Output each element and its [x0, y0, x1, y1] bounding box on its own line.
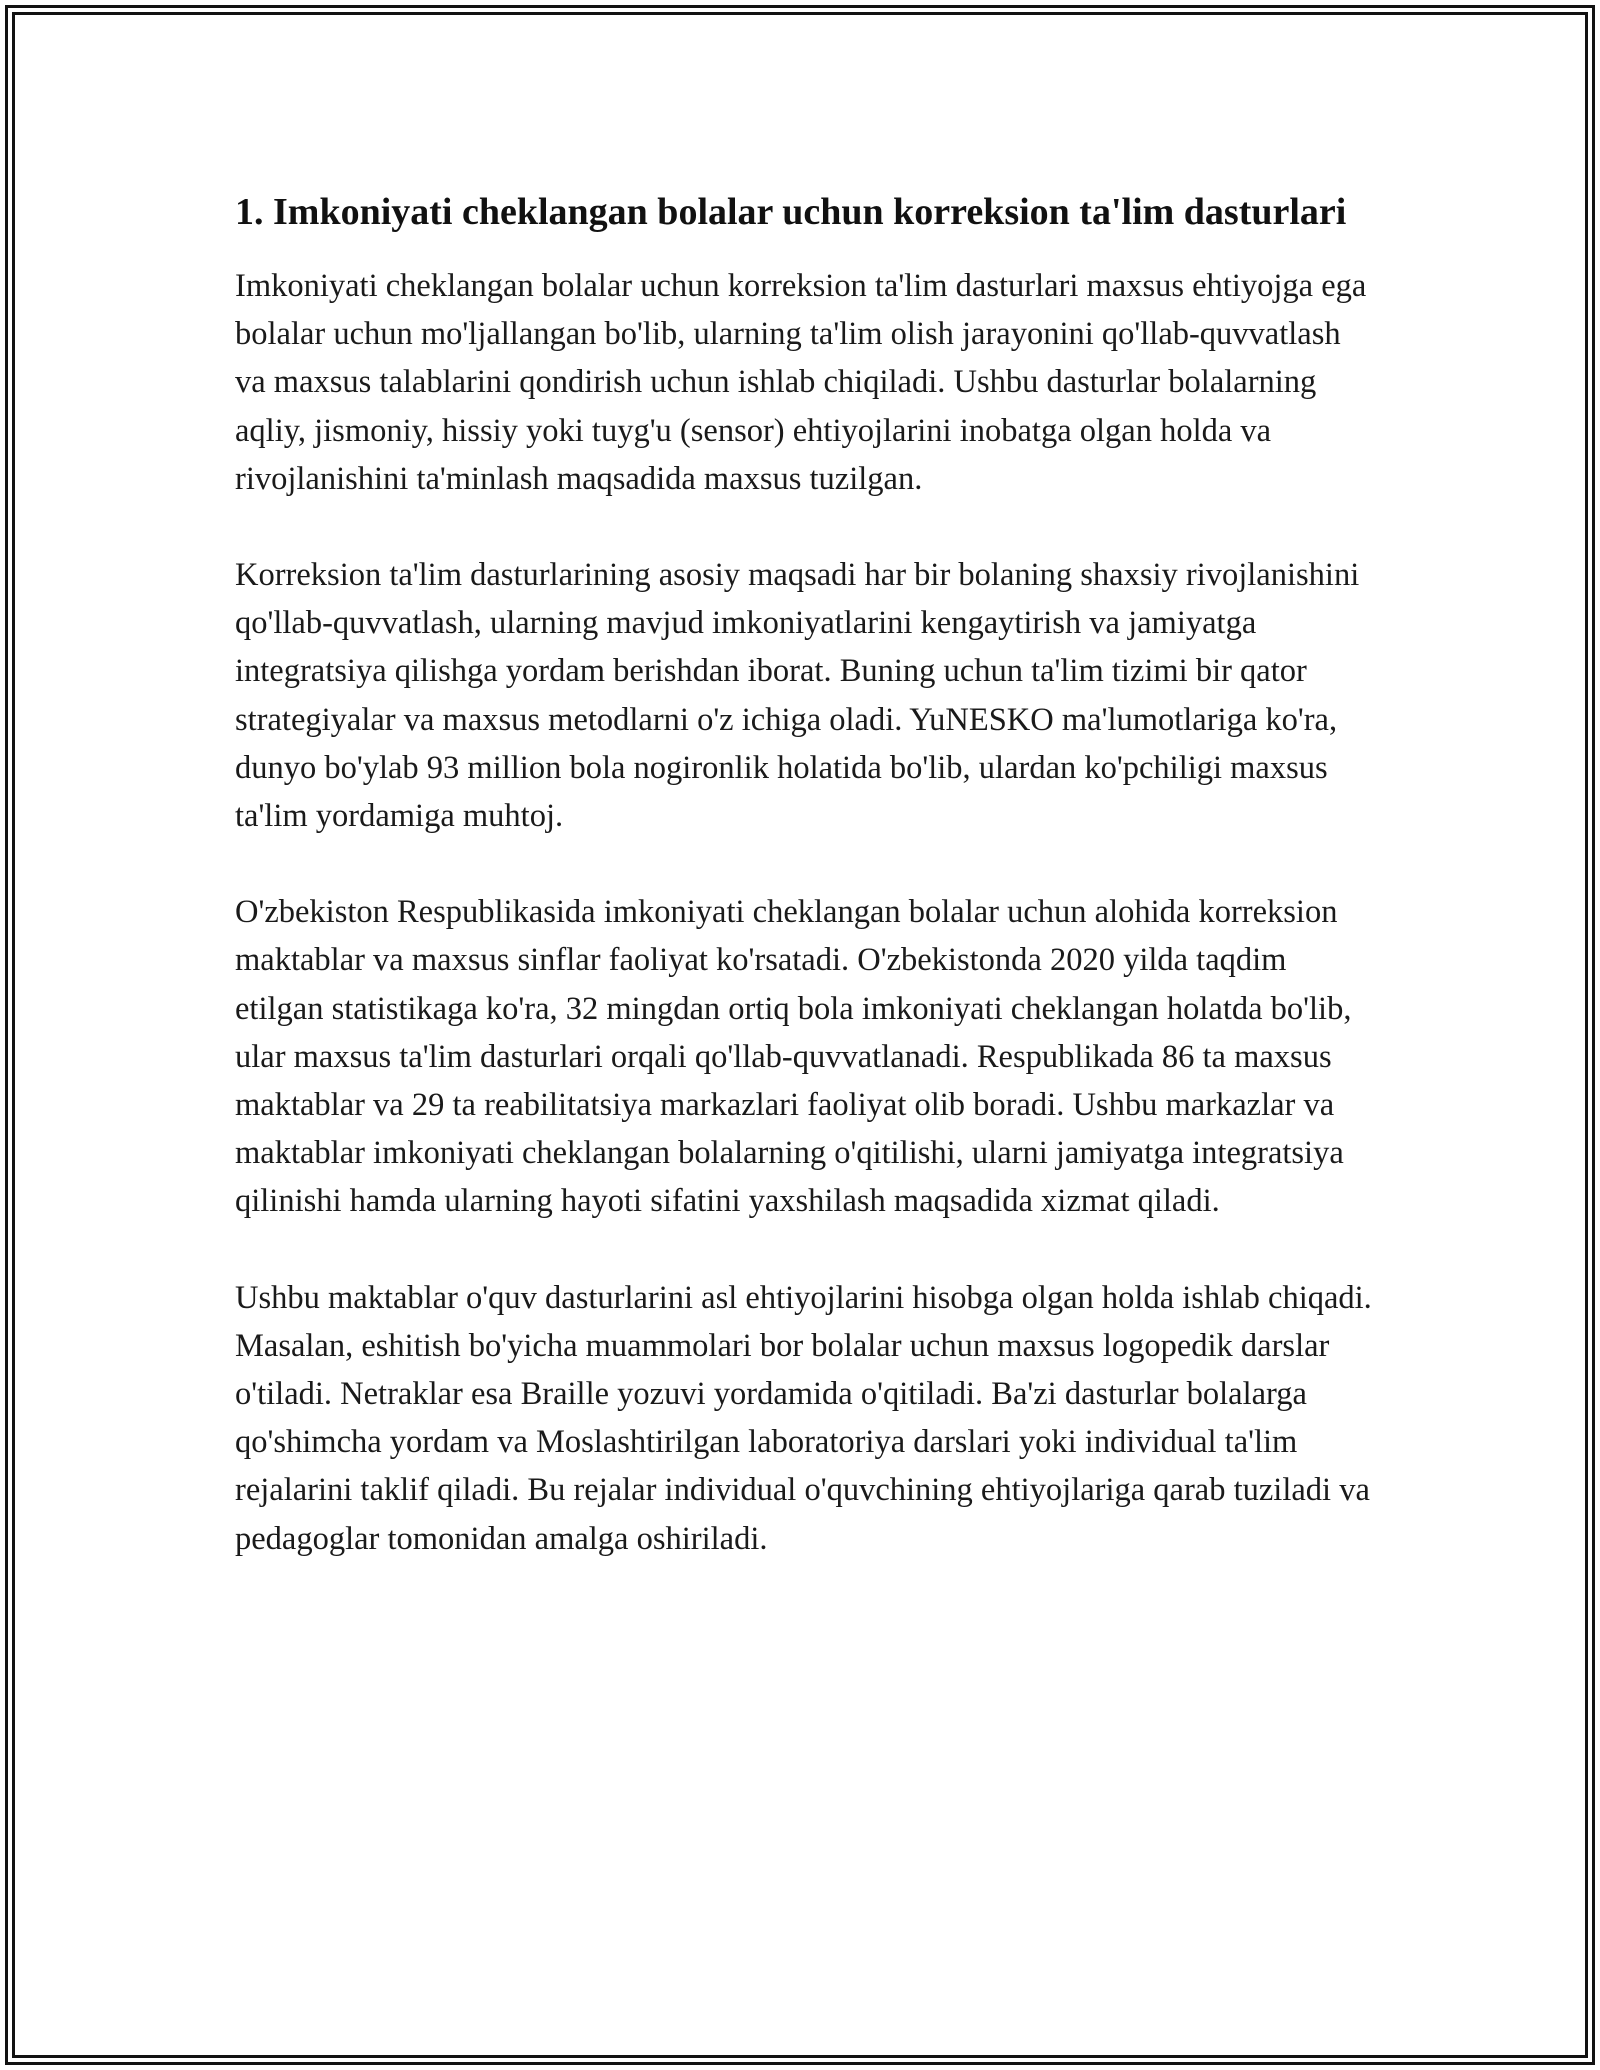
paragraph: O'zbekiston Respublikasida imkoniyati cheklangan bolalar uchun alohida korreksion maktablar va maxsus sinflar faoliyat ko'rsatadi. O'zbekistonda 2020 yilda taqdim etilgan statistikaga ko'ra, 32 mingdan ortiq bola imkoniyati cheklangan holatda bo'lib, ular maxsus ta'lim dasturlari orqali qo'llab-quvvatlanadi. Respublikada 86 ta maxsus maktablar va 29 ta reabilitatsiya markazlari faoliyat olib boradi. Ushbu markazlar va maktablar imkoniyati cheklangan bolalarning o'qitilishi, ularni jamiyatga integratsiya qilinishi hamda ularning hayoti sifatini yaxshilash maqsadida xizmat qiladi.: [235, 894, 1352, 1220]
paragraph: Ushbu maktablar o'quv dasturlarini asl ehtiyojlarini hisobga olgan holda ishlab chiqadi. Masalan, eshitish bo'yicha muammolari bor bolalar uchun maxsus logopedik darslar o'tiladi. Netraklar esa Braille yozuvi yordamida o'qitiladi. Ba'zi dasturlar bolalarga qo'shimcha yordam va Moslashtirilgan laboratoriya darslari yoki individual ta'lim rejalarini taklif qiladi. Bu rejalar individual o'quvchining ehtiyojlariga qarab tuziladi va pedagoglar tomonidan amalga oshiriladi.: [235, 1279, 1372, 1557]
section-title: 1. Imkoniyati cheklangan bolalar uchun korreksion ta'lim dasturlari: [235, 191, 1347, 233]
paragraph: Korreksion ta'lim dasturlarining asosiy maqsadi har bir bolaning shaxsiy rivojlanishini qo'llab-quvvatlash, ularning mavjud imkoniyatlarini kengaytirish va jamiyatga integratsiya qilishga yordam berishdan iborat. Buning uchun ta'lim tizimi bir qator strategiyalar va maxsus metodlarni o'z ichiga oladi. YuNESKO ma'lumotlariga ko'ra, dunyo bo'ylab 93 million bola nogironlik holatida bo'lib, ulardan ko'pchiligi maxsus ta'lim yordamiga muhtoj.: [235, 557, 1360, 835]
paragraph: Imkoniyati cheklangan bolalar uchun korreksion ta'lim dasturlari maxsus ehtiyojga ega bolalar uchun mo'ljallangan bo'lib, ularning ta'lim olish jarayonini qo'llab-quvvatlash va maxsus talablarini qondirish uchun ishlab chiqiladi. Ushbu dasturlar bolalarning aqliy, jismoniy, hissiy yoki tuyg'u (sensor) ehtiyojlarini inobatga olgan holda va rivojlanishini ta'minlash maqsadida maxsus tuzilgan.: [235, 268, 1367, 497]
document-body: [235, 185, 1375, 1611]
